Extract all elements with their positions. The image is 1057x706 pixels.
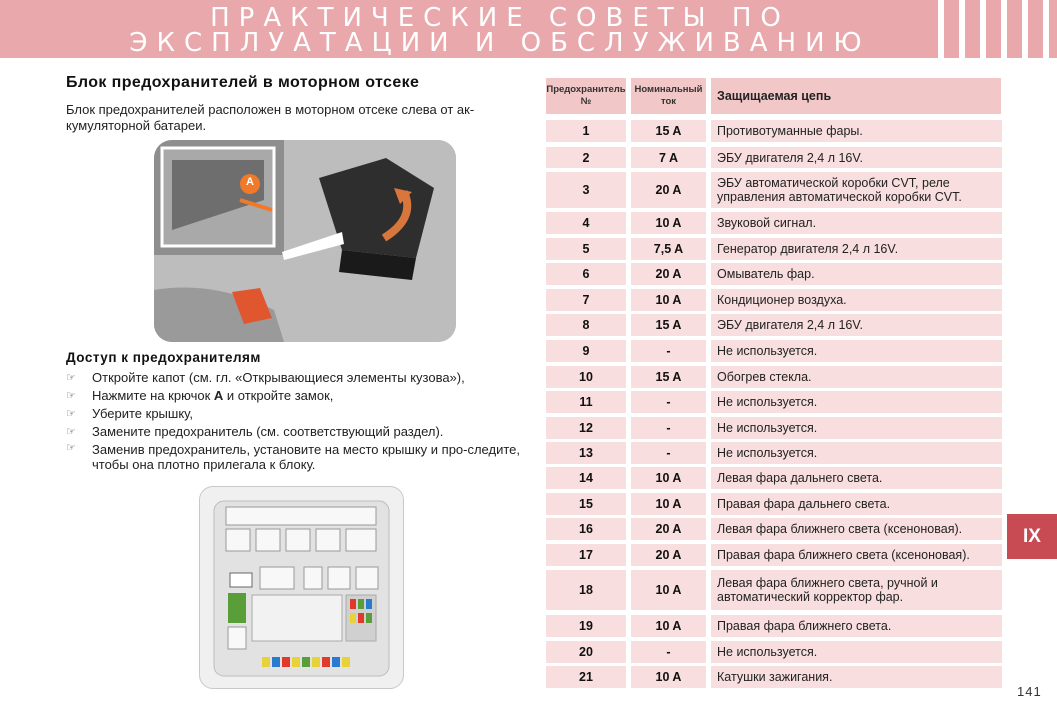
engine-bay-illustration [154,140,456,342]
fuse-box-diagram [199,486,404,689]
fuse-number-cell: 4 [546,212,626,234]
fuse-circuit-cell: Правая фара дальнего света. [711,493,1002,515]
table-row [546,666,1002,688]
engine-bay-photo [154,140,456,342]
fuse-circuit-cell: Не используется. [711,340,1002,362]
fuse-current-cell: 20 A [631,263,706,285]
table-row [546,570,1002,610]
fuse-circuit-cell: Противотуманные фары. [711,120,1002,142]
table-row [546,314,1002,336]
table-row [546,467,1002,489]
pointing-hand-icon: ☞ [66,408,76,420]
table-row [546,172,1002,208]
fuse-number-cell: 10 [546,366,626,388]
fuse-number-cell: 18 [546,570,626,610]
fuse-current-cell: 15 A [631,120,706,142]
header-title-line2: ЭКСПЛУАТАЦИИ И ОБСЛУЖИВАНИЮ [129,28,871,58]
fuse-number-cell: 11 [546,391,626,413]
fuse-circuit-cell: Не используется. [711,442,1002,464]
fuse-number-cell: 3 [546,172,626,208]
fuse-circuit-cell: ЭБУ двигателя 2,4 л 16V. [711,147,1002,168]
header-title-line1: ПРАКТИЧЕСКИЕ СОВЕТЫ ПО [210,3,790,33]
table-row [546,289,1002,311]
fuse-circuit-cell: Кондиционер воздуха. [711,289,1002,311]
fuse-current-cell: 20 A [631,518,706,540]
fuse-circuit-cell: ЭБУ автоматической коробки CVT, реле управления автоматической коробки CVT. [711,172,1002,208]
fuse-current-cell: 7,5 A [631,238,706,260]
fuse-number-cell: 14 [546,467,626,489]
fuse-circuit-cell: Катушки зажигания. [711,666,1002,688]
fuse-current-cell: - [631,391,706,413]
fuse-current-cell: 20 A [631,172,706,208]
fuse-number-cell: 20 [546,641,626,663]
fuse-current-cell: - [631,417,706,439]
page-number: 141 [1017,684,1042,699]
fuse-current-cell: 10 A [631,493,706,515]
table-row [546,391,1002,413]
list-item: ☞ Нажмите на крючок A и откройте замок, [66,388,334,403]
pointing-hand-icon: ☞ [66,390,76,402]
fuse-current-cell: 15 A [631,366,706,388]
fuse-current-cell: - [631,641,706,663]
pointing-hand-icon: ☞ [66,442,76,454]
table-row [546,366,1002,388]
table-row [546,442,1002,464]
fuse-number-cell: 19 [546,615,626,637]
fuse-circuit-cell: Омыватель фар. [711,263,1002,285]
fuse-number-cell: 7 [546,289,626,311]
fuse-circuit-cell: Генератор двигателя 2,4 л 16V. [711,238,1002,260]
table-row [546,417,1002,439]
fuse-current-cell: - [631,442,706,464]
table-row [546,120,1002,142]
chapter-tab: IX [1007,514,1057,559]
table-row [546,263,1002,285]
fuse-number-cell: 15 [546,493,626,515]
table-row [546,147,1002,168]
table-row [546,212,1002,234]
fuse-number-cell: 13 [546,442,626,464]
column-header-circuit: Защищаемая цепь [711,78,1001,114]
column-header-current: Номинальный ток [631,78,706,114]
fuse-number-cell: 5 [546,238,626,260]
table-row [546,615,1002,637]
fuse-number-cell: 12 [546,417,626,439]
fuse-circuit-cell: ЭБУ двигателя 2,4 л 16V. [711,314,1002,336]
fuse-circuit-cell: Левая фара дальнего света. [711,467,1002,489]
fuse-number-cell: 21 [546,666,626,688]
access-title: Доступ к предохранителям [66,350,261,365]
header-banner [0,0,1057,58]
access-steps-list [66,369,522,472]
fuse-number-cell: 1 [546,120,626,142]
fuse-current-cell: 10 A [631,666,706,688]
list-item: ☞ Замените предохранитель (см. соответствующий раздел). [66,424,444,439]
fuse-circuit-cell: Левая фара ближнего света, ручной и автоматический корректор фар. [711,570,1002,610]
pointing-hand-icon: ☞ [66,372,76,384]
list-item: ☞ Откройте капот (см. гл. «Открывающиеся элементы кузова»), [66,370,465,385]
list-item: ☞ Уберите крышку, [66,406,193,421]
fuse-current-cell: 15 A [631,314,706,336]
fuse-circuit-cell: Правая фара ближнего света (ксеноновая). [711,544,1002,566]
fuse-current-cell: - [631,340,706,362]
fuse-number-cell: 8 [546,314,626,336]
table-row [546,340,1002,362]
table-row [546,641,1002,663]
section-title: Блок предохранителей в моторном отсеке [66,74,420,91]
fuse-circuit-cell: Правая фара ближнего света. [711,615,1002,637]
fuse-number-cell: 2 [546,147,626,168]
fuse-number-cell: 17 [546,544,626,566]
table-row [546,238,1002,260]
table-row [546,518,1002,540]
intro-paragraph: Блок предохранителей расположен в моторном отсеке слева от ак-кумуляторной батареи. [66,102,475,133]
fuse-circuit-cell: Левая фара ближнего света (ксеноновая). [711,518,1002,540]
fuse-circuit-cell: Обогрев стекла. [711,366,1002,388]
fuse-number-cell: 9 [546,340,626,362]
fuse-current-cell: 7 A [631,147,706,168]
fuse-current-cell: 10 A [631,615,706,637]
fuse-box-illustration [200,487,403,688]
fuse-circuit-cell: Звуковой сигнал. [711,212,1002,234]
fuse-circuit-cell: Не используется. [711,391,1002,413]
fuse-circuit-cell: Не используется. [711,641,1002,663]
callout-a-label: A [246,176,254,188]
list-item: ☞ Заменив предохранитель, установите на место крышку и про-следите, чтобы она плотно прилегала к блоку. [66,442,521,472]
fuse-current-cell: 10 A [631,570,706,610]
pointing-hand-icon: ☞ [66,426,76,438]
fuse-current-cell: 10 A [631,467,706,489]
fuse-current-cell: 10 A [631,212,706,234]
column-header-fuse: Предохранитель № [546,78,626,114]
fuse-number-cell: 6 [546,263,626,285]
fuse-current-cell: 10 A [631,289,706,311]
fuse-number-cell: 16 [546,518,626,540]
hook-label: A [213,388,224,403]
fuse-current-cell: 20 A [631,544,706,566]
fuse-circuit-cell: Не используется. [711,417,1002,439]
table-row [546,493,1002,515]
table-row [546,544,1002,566]
